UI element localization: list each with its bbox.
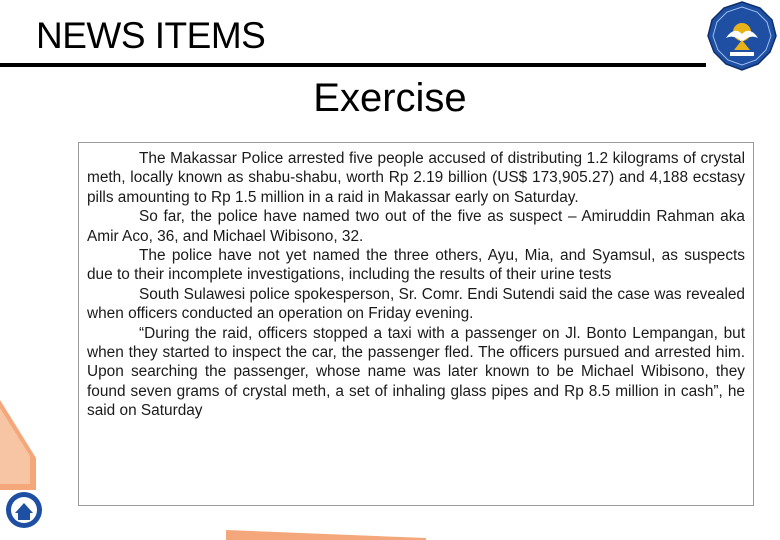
- header-title: NEWS ITEMS: [36, 15, 266, 56]
- news-article-box: [78, 142, 754, 506]
- tut-wuri-handayani-emblem-icon: [704, 0, 780, 72]
- header-divider: [0, 63, 706, 67]
- article-paragraph: The Makassar Police arrested five people accused of distributing 1.2 kilograms of crystal meth, locally known as shabu-shabu, worth Rp 2.19 billion (US$ 173,905.27) and 4,188 ecstasy pills amounting to Rp 1.5 million in a raid in Makassar early on Saturday.: [87, 150, 745, 206]
- article-paragraph: South Sulawesi police spokesperson, Sr. Comr. Endi Sutendi said the case was revealed when officers conducted an operation on Friday evening.: [87, 285, 745, 323]
- home-logo-icon: [4, 488, 44, 530]
- decorative-stripe: [226, 526, 426, 540]
- news-article-text: [87, 149, 745, 421]
- article-paragraph: So far, the police have named two out of the five as suspect – Amiruddin Rahman aka Amir Aco, 36, and Michael Wibisono, 32.: [87, 208, 745, 245]
- article-paragraph: The police have not yet named the three others, Ayu, Mia, and Syamsul, as suspects due to their incomplete investigations, including the results of their urine tests: [87, 247, 745, 284]
- slide-title: Exercise: [313, 76, 467, 120]
- decorative-wave: [0, 400, 40, 490]
- article-paragraph: “During the raid, officers stopped a taxi with a passenger on Jl. Bonto Lempangan, but when they started to inspect the car, the passenger fled. The officers pursued and arrested him. Upon searching the passenger, whose name was later known to be Michael Wibisono, they found seven grams of crystal meth, a set of inhaling glass pipes and Rp 8.5 million in cash”, he said on Saturday: [87, 324, 745, 420]
